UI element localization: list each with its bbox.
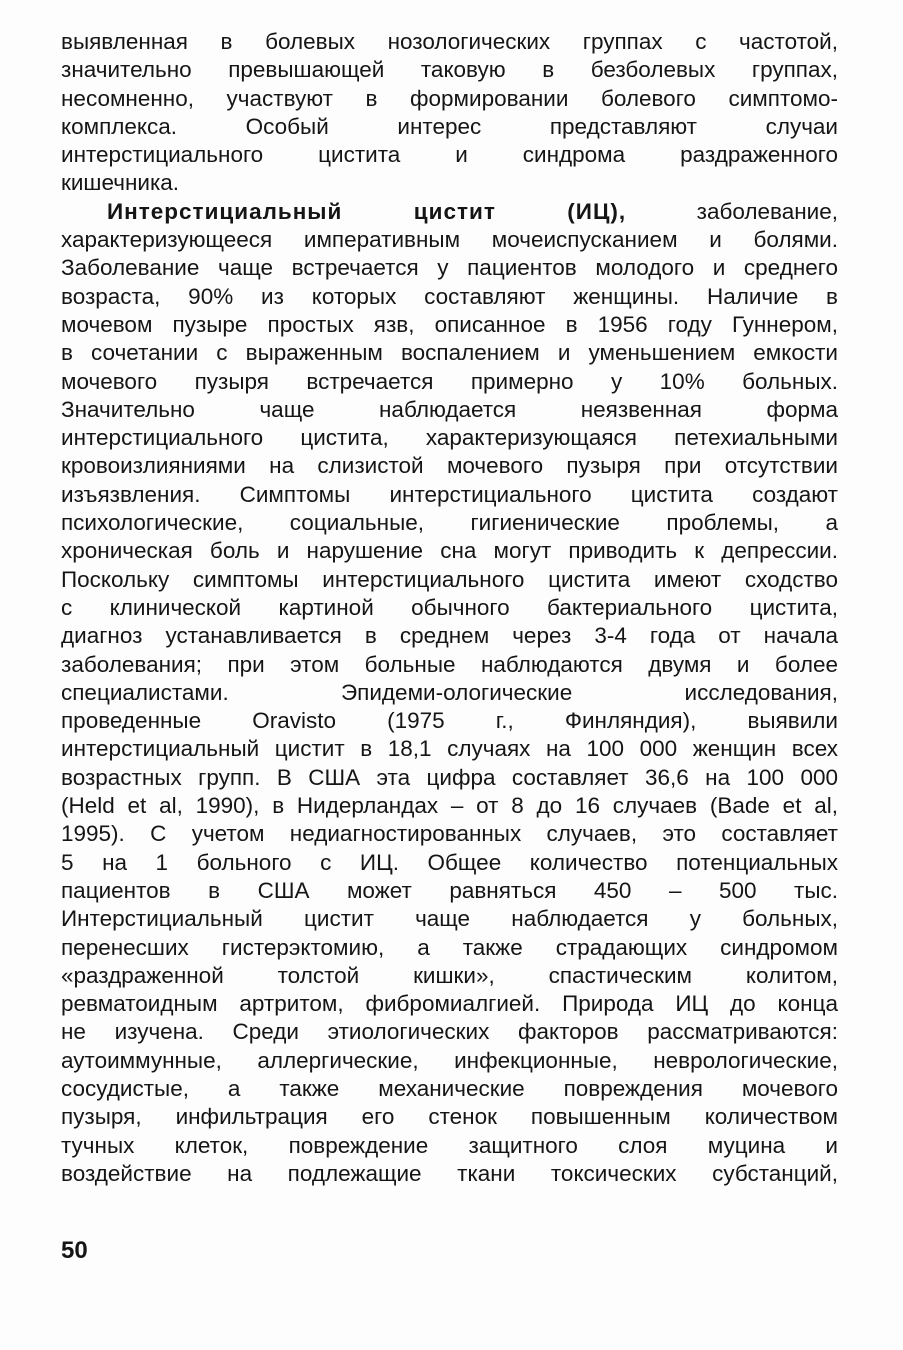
paragraph-2-line: проведенные Oravisto (1975 г., Финляндия), выявили bbox=[61, 708, 838, 734]
paragraph-1-line: выявленная в болевых нозологических группах с частотой, bbox=[61, 29, 838, 54]
paragraph-2-line: возраста, 90% из которых составляют женщины. Наличие в bbox=[61, 283, 838, 309]
paragraph-2-first-line bbox=[61, 198, 838, 226]
paragraph-2-line: кровоизлияниями на слизистой мочевого пузыря при отсутствии bbox=[61, 453, 838, 479]
paragraph-1-line: кишечника. bbox=[61, 170, 180, 196]
paragraph-2-line: интерстициальный цистит в 18,1 случаях на 100 000 женщин всех bbox=[61, 736, 838, 762]
paragraph-2-line: не изучена. Среди этиологических факторов рассматриваются: bbox=[61, 1019, 838, 1045]
paragraph-2-line: возрастных групп. В США эта цифра составляет 36,6 на 100 000 bbox=[61, 764, 838, 790]
paragraph-2-line: перенесших гистерэктомию, а также страдающих синдромом bbox=[61, 934, 838, 960]
paragraph-2-line: ревматоидным артритом, фибромиалгией. Природа ИЦ до конца bbox=[61, 991, 838, 1017]
paragraph-2-line: сосудистые, а также механические повреждения мочевого bbox=[61, 1075, 838, 1101]
paragraph-2-line: пузыря, инфильтрация его стенок повышенным количеством bbox=[61, 1104, 838, 1130]
paragraph-1-line: комплекса. Особый интерес представляют случаи bbox=[61, 113, 838, 139]
paragraph-1-line: интерстициального цистита и синдрома раздраженного bbox=[61, 142, 838, 168]
paragraph-2-line: воздействие на подлежащие ткани токсических субстанций, bbox=[61, 1160, 838, 1186]
paragraph-2-line: (Held et al, 1990), в Нидерландах – от 8 до 16 случаев (Bade et al, bbox=[61, 793, 838, 819]
paragraph-2-line: 5 на 1 больного с ИЦ. Общее количество потенциальных bbox=[61, 849, 838, 875]
paragraph-2-line: психологические, социальные, гигиенические проблемы, а bbox=[61, 510, 838, 536]
paragraph-2-line: тучных клеток, повреждение защитного слоя муцина и bbox=[61, 1132, 838, 1158]
paragraph-2-line: аутоиммунные, аллергические, инфекционные, неврологические, bbox=[61, 1047, 838, 1073]
paragraph-1-line: несомненно, участвуют в формировании болевого симптомо- bbox=[61, 85, 838, 111]
paragraph-2-line: хроническая боль и нарушение сна могут приводить к депрессии. bbox=[61, 538, 838, 564]
paragraph-2-line: специалистами. Эпидеми-ологические исследования, bbox=[61, 679, 838, 705]
paragraph-2-line: с клинической картиной обычного бактериального цистита, bbox=[61, 594, 838, 620]
paragraph-2 bbox=[61, 198, 838, 1188]
term-heading: Интерстициальный цистит (ИЦ), bbox=[107, 198, 627, 224]
paragraph-2-line: пациентов в США может равняться 450 – 500 тыс. bbox=[61, 877, 838, 903]
paragraph-2-line: характеризующееся императивным мочеиспусканием и болями. bbox=[61, 227, 838, 253]
paragraph-2-line: в сочетании с выраженным воспалением и уменьшением емкости bbox=[61, 340, 838, 366]
paragraph-2-line: Значительно чаще наблюдается неязвенная форма bbox=[61, 396, 838, 422]
paragraph-2-line: мочевом пузыре простых язв, описанное в 1956 году Гуннером, bbox=[61, 311, 838, 337]
page-number: 50 bbox=[61, 1237, 88, 1264]
paragraph-2-line: изъязвления. Симптомы интерстициального цистита создают bbox=[61, 481, 838, 507]
paragraph-2-line: Заболевание чаще встречается у пациентов молодого и среднего bbox=[61, 255, 838, 281]
paragraph-2-line: диагноз устанавливается в среднем через 3-4 года от начала bbox=[61, 623, 838, 649]
paragraph-2-line: заболевания; при этом больные наблюдаются двумя и более bbox=[61, 651, 838, 677]
paragraph-2-line: «раздраженной толстой кишки», спастическим колитом, bbox=[61, 962, 838, 988]
paragraph-2-line: мочевого пузыря встречается примерно у 10% больных. bbox=[61, 368, 838, 394]
paragraph-2-line: Интерстициальный цистит чаще наблюдается у больных, bbox=[61, 906, 838, 932]
paragraph-2-line: Поскольку симптомы интерстициального цистита имеют сходство bbox=[61, 566, 838, 592]
paragraph-1 bbox=[61, 28, 838, 198]
paragraph-2-line: 1995). С учетом недиагностированных случаев, это составляет bbox=[61, 821, 838, 847]
paragraph-2-line: интерстициального цистита, характеризующаяся петехиальными bbox=[61, 425, 838, 451]
term-definition-start: заболевание, bbox=[696, 198, 838, 224]
body-text bbox=[61, 28, 838, 1188]
paragraph-1-line: значительно превышающей таковую в безболевых группах, bbox=[61, 57, 838, 83]
